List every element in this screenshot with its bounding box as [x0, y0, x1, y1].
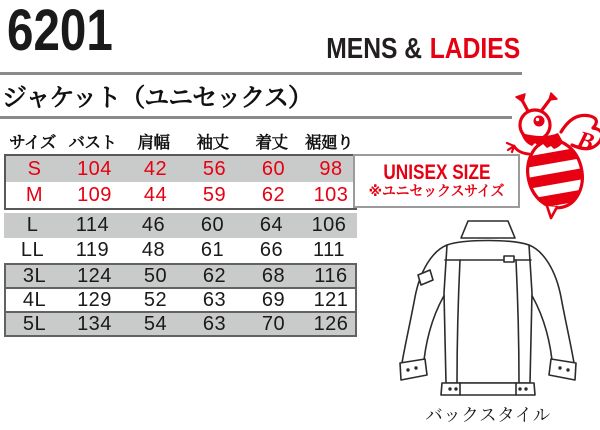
table-cell: 116 [314, 265, 348, 287]
table-cell: 48 [141, 239, 166, 261]
table-cell: 109 [77, 183, 112, 206]
table-header-row [4, 128, 357, 153]
svg-text:B: B [574, 126, 597, 157]
table-cell: 62 [202, 265, 227, 287]
table-cell: 121 [313, 289, 349, 311]
table-cell: 4L [22, 289, 47, 311]
table-cell: 126 [313, 313, 349, 335]
bee-mascot-icon [498, 92, 600, 220]
unisex-size-subtitle: ※ユニセックスサイズ [368, 183, 505, 200]
jacket-caption: バックスタイル [425, 405, 551, 425]
size-group-middle [4, 213, 357, 263]
table-cell: 119 [75, 239, 110, 261]
table-cell: 124 [77, 265, 112, 287]
table-row-4L [6, 287, 355, 311]
table-row-LL [4, 238, 357, 263]
table-cell: 62 [261, 183, 286, 206]
size-group-unisex-highlight [4, 154, 357, 210]
table-cell: 61 [200, 239, 225, 261]
table-cell: 54 [143, 313, 168, 335]
table-cell: 64 [259, 214, 284, 236]
table-cell: 104 [77, 157, 112, 180]
size-group-large [4, 263, 357, 337]
table-cell: 69 [261, 289, 286, 311]
table-header-cell: 裾廻り [305, 133, 353, 152]
table-row-3L [6, 265, 355, 287]
table-cell: 111 [313, 239, 345, 261]
table-cell: 46 [141, 214, 166, 236]
table-cell: 60 [261, 157, 286, 180]
table-cell: 5L [22, 313, 47, 335]
table-cell: 60 [200, 214, 225, 236]
audience-ladies: LADIES [429, 33, 520, 65]
table-cell: 3L [22, 265, 47, 287]
table-cell: 56 [202, 157, 227, 180]
table-cell: S [27, 157, 42, 180]
table-cell: 63 [202, 313, 227, 335]
header-divider [0, 72, 522, 75]
table-cell: M [25, 183, 44, 206]
table-cell: L [26, 214, 39, 236]
table-cell: LL [20, 239, 45, 261]
table-cell: 98 [319, 157, 343, 180]
table-header-cell: 着丈 [255, 133, 288, 152]
table-cell: 134 [77, 313, 112, 335]
table-cell: 106 [311, 214, 347, 236]
subheader-divider [0, 116, 512, 119]
unisex-size-badge [353, 154, 520, 208]
table-cell: 52 [143, 289, 168, 311]
jacket-back-illustration [392, 213, 584, 405]
audience-label [326, 33, 520, 66]
product-name: ジャケット（ユニセックス） [2, 84, 313, 112]
table-cell: 50 [143, 265, 168, 287]
unisex-size-title: UNISEX SIZE [382, 160, 491, 185]
table-row-L [4, 213, 357, 238]
table-cell: 114 [75, 214, 110, 236]
audience-mens: MENS & [326, 33, 422, 65]
product-code: 6201 [7, 0, 113, 63]
table-cell: 70 [261, 313, 286, 335]
table-cell: 66 [259, 239, 284, 261]
table-cell: 68 [261, 265, 286, 287]
table-cell: 44 [143, 183, 168, 206]
table-cell: 63 [202, 289, 227, 311]
table-row-M [6, 182, 355, 208]
table-cell: 59 [202, 183, 227, 206]
table-header-cell: サイズ [9, 133, 56, 152]
table-header-cell: 袖丈 [196, 133, 229, 152]
table-header-cell: バスト [68, 133, 117, 152]
table-row-S [6, 156, 355, 182]
size-spec-table [4, 128, 357, 337]
table-cell: 42 [143, 157, 168, 180]
table-cell: 129 [77, 289, 112, 311]
table-header-cell: 肩幅 [137, 133, 170, 152]
table-row-5L [6, 311, 355, 335]
table-cell: 103 [313, 183, 349, 206]
